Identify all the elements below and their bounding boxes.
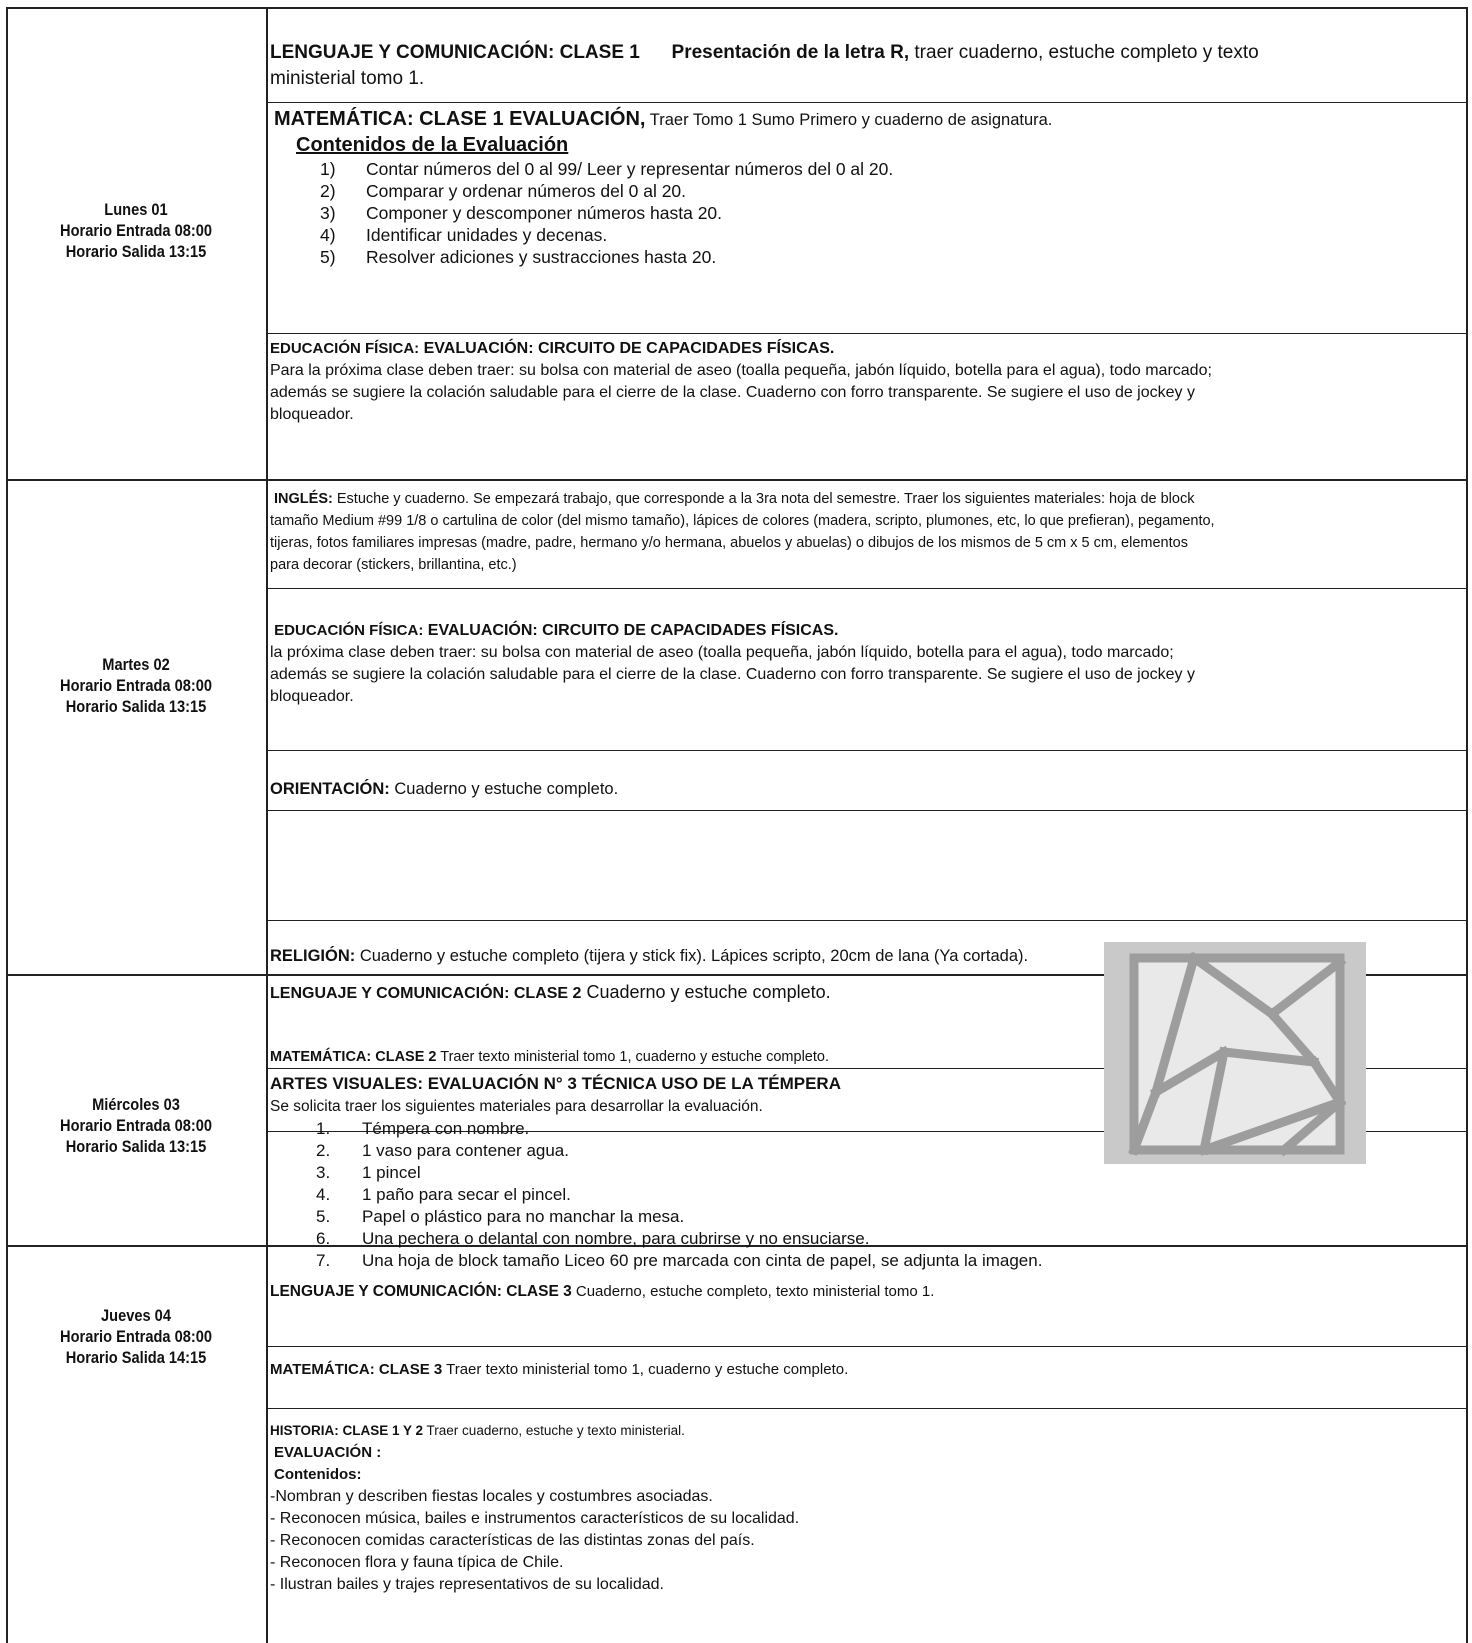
day-lunes — [26, 199, 246, 262]
list-item: - Reconocen comidas características de las distintas zonas del país. — [270, 1532, 755, 1549]
entry-time: Horario Entrada 08:00 — [60, 676, 212, 695]
evaluation-label: EVALUACIÓN : — [274, 1444, 382, 1461]
list-item: 5) Resolver adiciones y sustracciones hasta 20. — [320, 247, 717, 267]
contents-list — [274, 158, 1464, 268]
cell-divider — [266, 102, 1468, 103]
row-divider — [6, 479, 1468, 481]
list-item: 2) Comparar y ordenar números del 0 al 20. — [320, 181, 687, 201]
exit-time: Horario Salida 13:15 — [65, 697, 207, 716]
instructions: Cuaderno y estuche completo. — [581, 982, 831, 1002]
subject-title: EVALUACIÓN: CIRCUITO DE CAPACIDADES FÍSICAS. — [419, 340, 835, 357]
day-martes — [26, 654, 246, 717]
block-sheet-image — [1104, 942, 1366, 1164]
instructions: Para la próxima clase deben traer: su bolsa con material de aseo (toalla pequeña, jabón líquido, botella para el agua), todo marcado; — [270, 362, 1212, 379]
cell-divider — [266, 810, 1468, 811]
instructions: Traer Tomo 1 Sumo Primero y cuaderno de asignatura. — [645, 111, 1053, 129]
instructions: Traer texto ministerial tomo 1, cuaderno y estuche completo. — [436, 1049, 829, 1065]
miercoles-artes — [270, 1073, 1100, 1272]
lunes-edfisica — [270, 338, 1460, 426]
cell-divider — [266, 333, 1468, 334]
list-item: 2. 1 vaso para contener agua. — [316, 1141, 569, 1160]
cell-divider — [266, 750, 1468, 751]
exit-time: Horario Salida 13:15 — [65, 242, 207, 261]
subject-label: MATEMÁTICA: CLASE 3 — [270, 1361, 443, 1378]
list-item: 4. 1 paño para secar el pincel. — [316, 1185, 571, 1204]
cell-divider — [266, 588, 1468, 589]
instructions: Cuaderno y estuche completo (tijera y stick fix). Lápices scripto, 20cm de lana (Ya cortada). — [355, 947, 1029, 965]
subject-label: INGLÉS: — [274, 491, 333, 507]
subject-title: EVALUACIÓN: CIRCUITO DE CAPACIDADES FÍSICAS. — [423, 622, 839, 639]
exit-time: Horario Salida 13:15 — [65, 1137, 207, 1156]
subject-label: ORIENTACIÓN: — [270, 780, 390, 798]
day-name: Jueves 04 — [101, 1306, 171, 1325]
day-name: Martes 02 — [102, 655, 170, 674]
lunes-matematica — [274, 106, 1464, 268]
jueves-historia — [270, 1420, 1460, 1596]
list-item: 3. 1 pincel — [316, 1163, 421, 1182]
instructions: bloqueador. — [270, 406, 354, 423]
contents-title: Contenidos de la Evaluación — [296, 134, 569, 156]
exit-time: Horario Salida 14:15 — [65, 1348, 207, 1367]
martes-edfisica — [270, 620, 1460, 708]
list-item: 6. Una pechera o delantal con nombre, para cubrirse y no ensuciarse. — [316, 1229, 870, 1248]
instructions: Se solicita traer los siguientes materiales para desarrollar la evaluación. — [270, 1098, 763, 1115]
subject-label: ARTES VISUALES: EVALUACIÓN N° 3 TÉCNICA USO DE LA TÉMPERA — [270, 1074, 841, 1093]
instructions: Cuaderno y estuche completo. — [389, 780, 619, 798]
jueves-matematica — [270, 1346, 1460, 1394]
list-item: - Reconocen música, bailes e instrumentos característicos de su localidad. — [270, 1510, 800, 1527]
list-item: -Nombran y describen fiestas locales y costumbres asociadas. — [270, 1488, 713, 1505]
subject-label: LENGUAJE Y COMUNICACIÓN: CLASE 2 — [270, 985, 582, 1002]
list-item: 1. Témpera con nombre. — [316, 1119, 530, 1138]
instructions: traer cuaderno, estuche completo y texto — [909, 42, 1259, 63]
subject-label: HISTORIA: CLASE 1 Y 2 — [270, 1423, 424, 1438]
martes-orientacion — [270, 778, 1460, 800]
instructions: Traer texto ministerial tomo 1, cuaderno y estuche completo. — [442, 1361, 849, 1378]
topic: Presentación de la letra R, — [671, 42, 910, 63]
subject-label: LENGUAJE Y COMUNICACIÓN: CLASE 3 — [270, 1283, 572, 1300]
list-item: - Reconocen flora y fauna típica de Chile. — [270, 1554, 564, 1571]
day-name: Lunes 01 — [104, 200, 168, 219]
list-item: - Ilustran bailes y trajes representativos de su localidad. — [270, 1576, 664, 1593]
list-item: 5. Papel o plástico para no manchar la mesa. — [316, 1207, 685, 1226]
day-jueves — [26, 1305, 246, 1368]
entry-time: Horario Entrada 08:00 — [60, 1327, 212, 1346]
instructions: bloqueador. — [270, 688, 354, 705]
instructions: además se sugiere la colación saludable para el cierre de la clase. Cuaderno con forro transparente. Se sugiere el uso de jockey y — [270, 666, 1195, 683]
instructions: ministerial tomo 1. — [270, 68, 425, 89]
entry-time: Horario Entrada 08:00 — [60, 221, 212, 240]
instructions: la próxima clase deben traer: su bolsa con material de aseo (toalla pequeña, jabón líquido, botella para el agua), todo marcado; — [270, 644, 1174, 661]
day-miercoles — [26, 1094, 246, 1157]
day-name: Miércoles 03 — [92, 1095, 180, 1114]
instructions: además se sugiere la colación saludable para el cierre de la clase. Cuaderno con forro transparente. Se sugiere el uso de jockey y — [270, 384, 1195, 401]
column-divider — [266, 7, 268, 1643]
instructions: tijeras, fotos familiares impresas (madre, padre, hermano y/o hermana, abuelos y abuelas) o dibujos de los mismos de 5 cm x 5 cm, elementos — [270, 535, 1188, 551]
subject-label: EDUCACIÓN FÍSICA: — [270, 340, 420, 357]
cell-divider — [266, 920, 1468, 921]
instructions: para decorar (stickers, brillantina, etc.) — [270, 557, 517, 573]
contents-label: Contenidos: — [274, 1466, 362, 1483]
subject-label: EDUCACIÓN FÍSICA: — [274, 622, 424, 639]
list-item: 1) Contar números del 0 al 99/ Leer y representar números del 0 al 20. — [320, 159, 894, 179]
subject-title: MATEMÁTICA: CLASE 1 EVALUACIÓN, — [274, 108, 646, 130]
cell-divider — [266, 1408, 1468, 1409]
list-item: 7. Una hoja de block tamaño Liceo 60 pre marcada con cinta de papel, se adjunta la imagen. — [316, 1251, 1043, 1270]
instructions: Traer cuaderno, estuche y texto ministerial. — [423, 1423, 685, 1438]
instructions: tamaño Medium #99 1/8 o cartulina de color (del mismo tamaño), lápices de colores (madera, scripto, plumones, etc, lo que prefieran), pegamento, — [270, 513, 1215, 529]
jueves-lenguaje — [270, 1281, 1460, 1303]
entry-time: Horario Entrada 08:00 — [60, 1116, 212, 1135]
subject-title: LENGUAJE Y COMUNICACIÓN: CLASE 1 — [270, 42, 640, 63]
list-item: 3) Componer y descomponer números hasta 20. — [320, 203, 723, 223]
subject-label: RELIGIÓN: — [270, 947, 356, 965]
list-item: 4) Identificar unidades y decenas. — [320, 225, 608, 245]
instructions: Estuche y cuaderno. Se empezará trabajo, que corresponde a la 3ra nota del semestre. Traer los siguientes materiales: hoja de block — [332, 491, 1195, 507]
instructions: Cuaderno, estuche completo, texto ministerial tomo 1. — [571, 1283, 935, 1300]
subject-label: MATEMÁTICA: CLASE 2 — [270, 1049, 437, 1065]
lunes-lenguaje — [270, 40, 1460, 92]
martes-ingles — [270, 488, 1460, 576]
